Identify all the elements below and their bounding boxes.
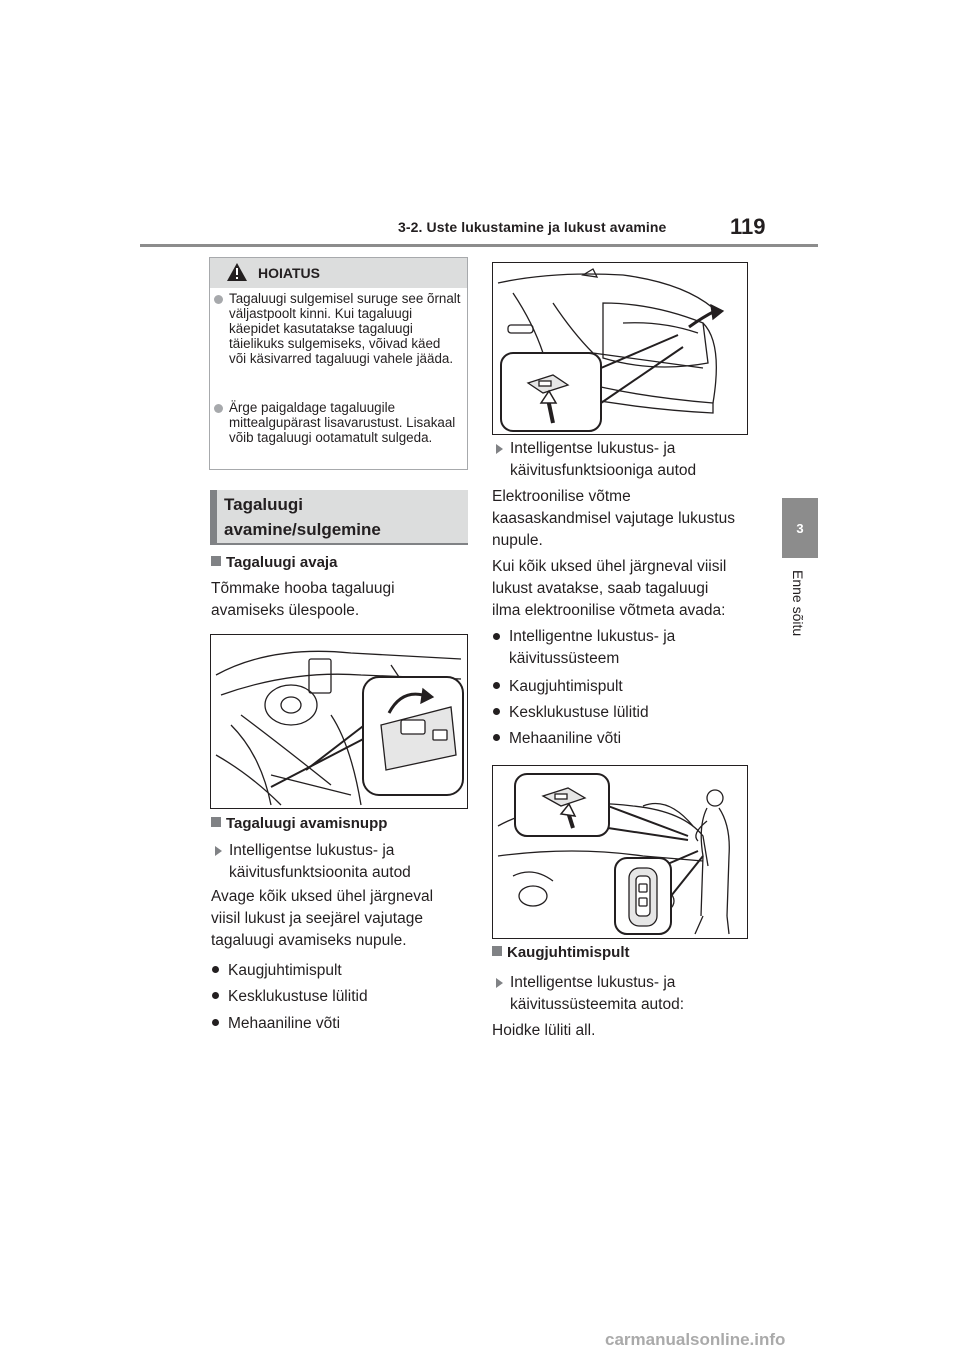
section-title-line1: Tagaluugi: [224, 495, 304, 514]
warning-item-2: Ärge paigaldage tagaluugile mittealgupärast lisavarustust. Lisakaal võib tagaluugi ootamatult sulgeda.: [229, 400, 456, 445]
remote-variant: Intelligentse lukustus- ja käivitussüsteemita autod:: [492, 972, 732, 1016]
triangle-bullet-icon: [496, 444, 503, 454]
bullet-icon: [493, 633, 500, 640]
bullet-icon: [493, 708, 500, 715]
subheading-opener: Tagaluugi avaja: [211, 554, 337, 571]
header-rule: [140, 244, 818, 247]
right-text-2: Kui kõik uksed ühel järgneval viisil lukust avatakse, saab tagaluugi ilma elektroonilise võtmeta avada:: [492, 558, 727, 619]
button-method-1: Kaugjuhtimispult: [212, 960, 342, 982]
chapter-label: Enne sõitu: [790, 570, 806, 637]
right-method-2: Kaugjuhtimispult: [493, 676, 623, 698]
figure-person-key: [492, 765, 748, 939]
section-header: 3-2. Uste lukustamine ja lukust avamine: [398, 219, 667, 235]
bullet-icon: [493, 734, 500, 741]
right-variant: Intelligentse lukustus- ja käivitusfunktsiooniga autod: [492, 438, 742, 482]
square-bullet-icon: [211, 817, 221, 827]
warning-item-1: Tagaluugi sulgemisel suruge see õrnalt väljastpoolt kinni. Kui tagaluugi käepidet kasutatakse tagaluugi täielikuks sulgemiseks, võivad käed või käsivarred tagaluugi vahele jääda.: [229, 291, 461, 366]
bullet-icon: [212, 966, 219, 973]
warning-icon: [226, 262, 248, 282]
subheading-remote: Kaugjuhtimispult: [492, 944, 630, 961]
warning-header: [210, 258, 467, 288]
chapter-tab: 3: [782, 498, 818, 558]
warning-title: HOIATUS: [258, 265, 320, 281]
page-number: 119: [730, 214, 766, 239]
section-title: [224, 492, 464, 542]
button-text: Avage kõik uksed ühel järgneval viisil lukust ja seejärel vajutage tagaluugi avamiseks nupule.: [211, 888, 434, 949]
button-variant: Intelligentse lukustus- ja käivitusfunktsioonita autod: [211, 840, 451, 884]
triangle-bullet-icon: [496, 978, 503, 988]
bullet-icon: [493, 682, 500, 689]
right-method-4: Mehaaniline võti: [493, 728, 621, 750]
bullet-icon: [212, 1019, 219, 1026]
figure-interior-lever: [210, 634, 468, 809]
section-title-bar: [210, 490, 217, 544]
button-method-2: Kesklukustuse lülitid: [212, 986, 368, 1008]
section-title-line2: avamine/sulgemine: [224, 520, 381, 539]
triangle-bullet-icon: [215, 846, 222, 856]
right-text-1: Elektroonilise võtme kaasaskandmisel vajutage lukustus nupule.: [492, 488, 735, 549]
square-bullet-icon: [211, 556, 221, 566]
bullet-icon: [212, 992, 219, 999]
remote-text: Hoidke lüliti all.: [492, 1022, 596, 1039]
square-bullet-icon: [492, 946, 502, 956]
subheading-button: Tagaluugi avamisnupp: [211, 815, 387, 832]
section-title-underline: [210, 543, 468, 545]
right-method-1: Intelligentne lukustus- ja käivitussüsteem: [493, 626, 733, 670]
right-method-3: Kesklukustuse lülitid: [493, 702, 649, 724]
watermark: carmanualsonline.info: [605, 1330, 786, 1349]
warning-bullet: [214, 404, 223, 413]
warning-bullet: [214, 295, 223, 304]
opener-text: Tõmmake hooba tagaluugi avamiseks ülespoole.: [211, 580, 395, 619]
button-method-3: Mehaaniline võti: [212, 1013, 340, 1035]
figure-trunk-button: [492, 262, 748, 435]
